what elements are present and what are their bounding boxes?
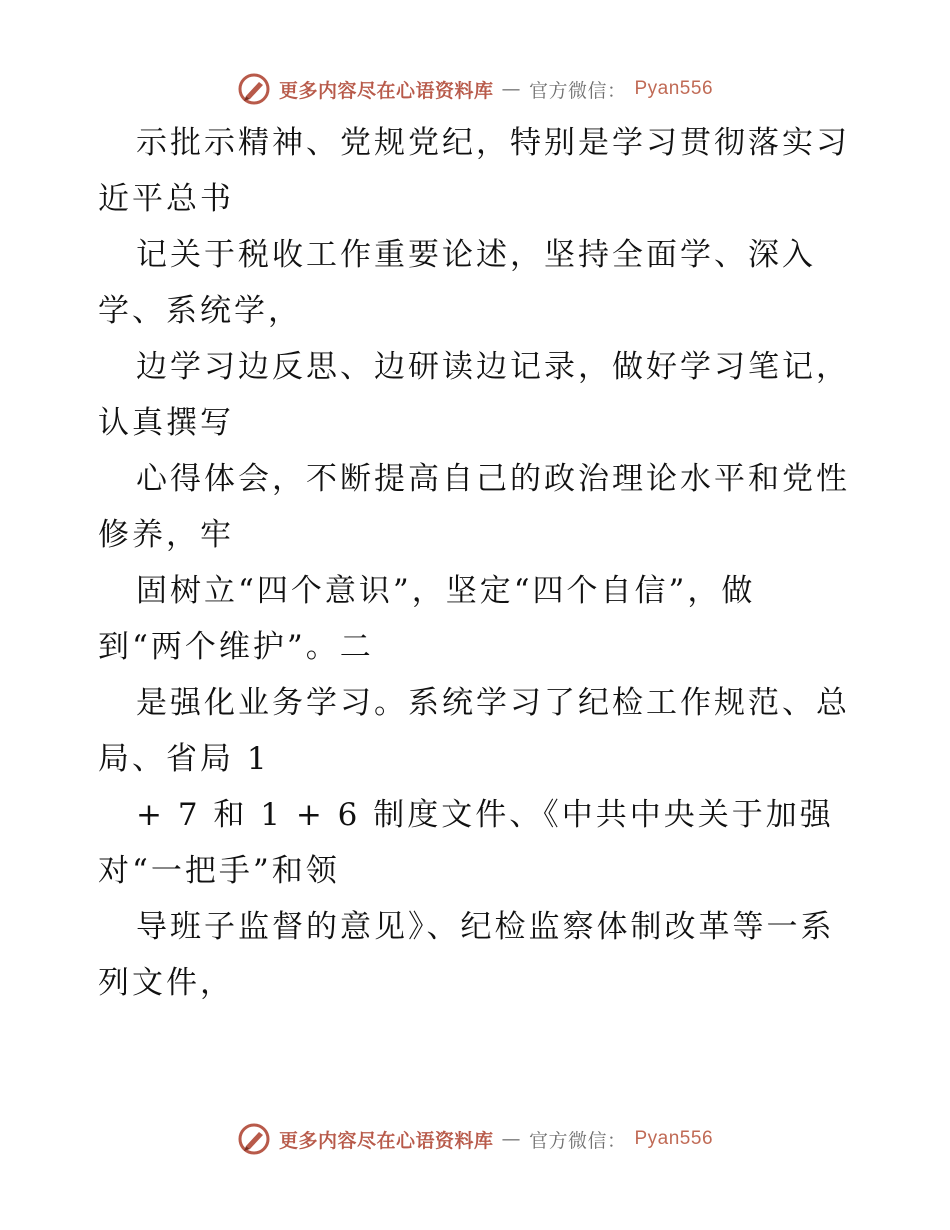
paragraph-line: 心得体会，不断提高自己的政治理论水平和党性: [136, 461, 850, 497]
paragraph-line: 修养，牢: [98, 517, 234, 553]
watermark-id: Pyan556: [634, 78, 714, 99]
footer-watermark: [0, 1122, 950, 1156]
paragraph-line: 边学习边反思、边研读边记录，做好学习笔记，: [136, 349, 850, 385]
paragraph-line: 固树立“四个意识”，坚定“四个自信”，做: [136, 573, 756, 609]
paragraph-line: 局、省局 1: [98, 741, 270, 777]
paragraph-line: + 7 和 1 + 6 制度文件、《中共中央关于加强: [136, 797, 834, 833]
pen-logo-icon: [237, 72, 271, 106]
watermark-main-text: 更多内容尽在心语资料库: [278, 79, 494, 102]
paragraph-line: 记关于税收工作重要论述，坚持全面学、深入: [136, 237, 816, 273]
paragraph-line: 学、系统学，: [98, 293, 302, 329]
paragraph-line: 到“两个维护”。二: [98, 629, 374, 665]
watermark-id: Pyan556: [634, 1128, 714, 1149]
watermark-label: 官方微信：: [528, 1129, 627, 1152]
paragraph: [98, 563, 858, 675]
watermark-dash: —: [501, 78, 521, 100]
paragraph: [98, 227, 858, 339]
paragraph-line: 近平总书: [98, 181, 234, 217]
paragraph-line: 对“一把手”和领: [98, 853, 340, 889]
paragraph: [98, 115, 858, 227]
paragraph: [98, 339, 858, 451]
paragraph: [98, 787, 858, 899]
paragraph-line: 导班子监督的意见》、纪检监察体制改革等一系: [136, 909, 835, 945]
paragraph: [98, 451, 858, 563]
paragraph: [98, 675, 858, 787]
paragraph-line: 示批示精神、党规党纪，特别是学习贯彻落实习: [136, 125, 850, 161]
paragraph-line: 认真撰写: [98, 405, 234, 441]
watermark-dash: —: [501, 1128, 521, 1150]
paragraph-line: 是强化业务学习。系统学习了纪检工作规范、总: [136, 685, 850, 721]
watermark-label: 官方微信：: [528, 79, 627, 102]
paragraph: [98, 899, 858, 1011]
pen-logo-icon: [237, 1122, 271, 1156]
paragraph-line: 列文件，: [98, 965, 234, 1001]
watermark-main-text: 更多内容尽在心语资料库: [278, 1129, 494, 1152]
body-text: [98, 115, 858, 1011]
header-watermark: [0, 72, 950, 106]
